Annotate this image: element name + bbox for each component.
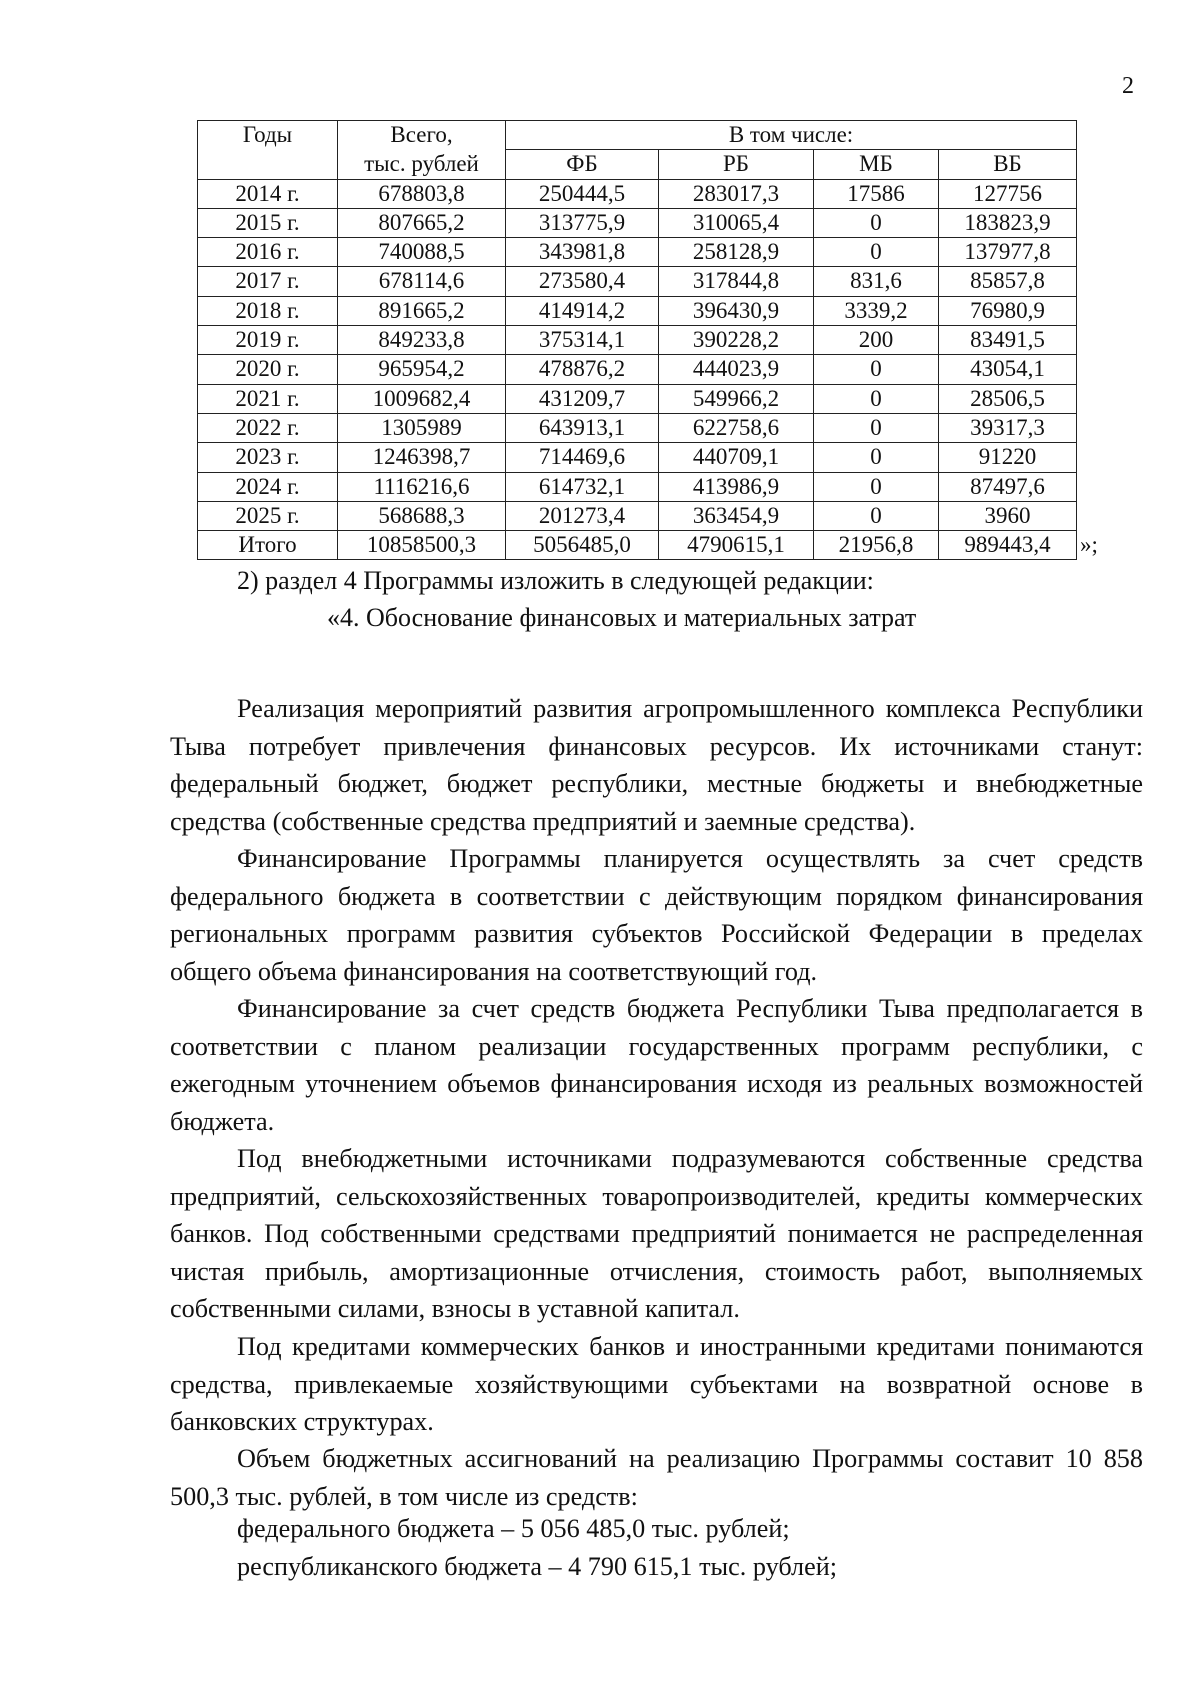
cell-fb: 714469,6 bbox=[506, 443, 659, 472]
table-row bbox=[198, 472, 1077, 501]
table-row bbox=[198, 384, 1077, 413]
table-row bbox=[198, 296, 1077, 325]
cell-total: 678114,6 bbox=[338, 267, 506, 296]
cell-year: 2014 г. bbox=[198, 179, 338, 208]
cell-rb: 258128,9 bbox=[659, 238, 814, 267]
section-heading: «4. Обоснование финансовых и материальных затрат bbox=[327, 603, 917, 632]
cell-total: 1246398,7 bbox=[338, 443, 506, 472]
cell-mb: 0 bbox=[814, 384, 939, 413]
cell-year: 2025 г. bbox=[198, 501, 338, 530]
cell-vb: 76980,9 bbox=[939, 296, 1077, 325]
cell-total: 1116216,6 bbox=[338, 472, 506, 501]
cell-vb: 39317,3 bbox=[939, 413, 1077, 442]
table-row bbox=[198, 413, 1077, 442]
cell-vb: 43054,1 bbox=[939, 355, 1077, 384]
cell-total: 849233,8 bbox=[338, 326, 506, 355]
header-mb: МБ bbox=[814, 150, 939, 179]
table-row bbox=[198, 179, 1077, 208]
cell-year: 2016 г. bbox=[198, 238, 338, 267]
cell-year: 2017 г. bbox=[198, 267, 338, 296]
header-vb: ВБ bbox=[939, 150, 1077, 179]
cell-fb: 643913,1 bbox=[506, 413, 659, 442]
table-body bbox=[198, 179, 1077, 560]
cell-vb: 183823,9 bbox=[939, 208, 1077, 237]
cell-year: 2020 г. bbox=[198, 355, 338, 384]
cell-vb: 87497,6 bbox=[939, 472, 1077, 501]
cell-mb: 0 bbox=[814, 472, 939, 501]
cell-total: 807665,2 bbox=[338, 208, 506, 237]
cell-fb: 478876,2 bbox=[506, 355, 659, 384]
cell-mb: 0 bbox=[814, 355, 939, 384]
paragraph-6: Объем бюджетных ассигнований на реализацию Программы составит 10 858 500,3 тыс. рублей, в том числе из средств: bbox=[170, 1444, 1143, 1511]
cell-vb: 3960 bbox=[939, 501, 1077, 530]
funding-line-republic: республиканского бюджета – 4 790 615,1 тыс. рублей; bbox=[237, 1552, 837, 1581]
header-including: В том числе: bbox=[506, 121, 1077, 150]
table-row bbox=[198, 326, 1077, 355]
page-number: 2 bbox=[1122, 73, 1134, 99]
cell-total: 891665,2 bbox=[338, 296, 506, 325]
cell-fb: 313775,9 bbox=[506, 208, 659, 237]
cell-fb: 614732,1 bbox=[506, 472, 659, 501]
table-row bbox=[198, 355, 1077, 384]
cell-rb: 390228,2 bbox=[659, 326, 814, 355]
cell-vb: 137977,8 bbox=[939, 238, 1077, 267]
cell-fb: 375314,1 bbox=[506, 326, 659, 355]
cell-rb: 283017,3 bbox=[659, 179, 814, 208]
cell-vb: 127756 bbox=[939, 179, 1077, 208]
header-fb: ФБ bbox=[506, 150, 659, 179]
cell-total: 965954,2 bbox=[338, 355, 506, 384]
amendment-line: 2) раздел 4 Программы изложить в следующей редакции: bbox=[237, 566, 874, 595]
cell-vb: 85857,8 bbox=[939, 267, 1077, 296]
table-row bbox=[198, 443, 1077, 472]
cell-mb: 0 bbox=[814, 208, 939, 237]
cell-fb: 343981,8 bbox=[506, 238, 659, 267]
table-row bbox=[198, 531, 1077, 560]
cell-mb: 0 bbox=[814, 501, 939, 530]
cell-year: 2021 г. bbox=[198, 384, 338, 413]
table-row bbox=[198, 267, 1077, 296]
paragraph-5: Под кредитами коммерческих банков и иностранными кредитами понимаются средства, привлекаемые хозяйствующими субъектами на возвратной основе в банковских структурах. bbox=[170, 1332, 1143, 1437]
cell-fb: 5056485,0 bbox=[506, 531, 659, 560]
cell-mb: 0 bbox=[814, 238, 939, 267]
cell-mb: 0 bbox=[814, 413, 939, 442]
cell-year: Итого bbox=[198, 531, 338, 560]
cell-total: 740088,5 bbox=[338, 238, 506, 267]
cell-mb: 831,6 bbox=[814, 267, 939, 296]
cell-rb: 622758,6 bbox=[659, 413, 814, 442]
cell-rb: 549966,2 bbox=[659, 384, 814, 413]
cell-fb: 273580,4 bbox=[506, 267, 659, 296]
header-rb: РБ bbox=[659, 150, 814, 179]
cell-rb: 440709,1 bbox=[659, 443, 814, 472]
paragraph-4: Под внебюджетными источниками подразумеваются собственные средства предприятий, сельскохозяйственных товаропроизводителей, кредиты коммерческих банков. Под собственными средствами предприятий понимается не распределенная чистая прибыль, амортизационные отчисления, стоимость работ, выполняемых собственными силами, взносы в уставной капитал. bbox=[170, 1144, 1143, 1324]
cell-rb: 310065,4 bbox=[659, 208, 814, 237]
cell-year: 2023 г. bbox=[198, 443, 338, 472]
cell-total: 678803,8 bbox=[338, 179, 506, 208]
cell-vb: 989443,4 bbox=[939, 531, 1077, 560]
header-total: Всего, bbox=[338, 121, 506, 150]
cell-fb: 250444,5 bbox=[506, 179, 659, 208]
cell-vb: 91220 bbox=[939, 443, 1077, 472]
cell-total: 1009682,4 bbox=[338, 384, 506, 413]
header-total-unit: тыс. рублей bbox=[338, 150, 506, 179]
cell-rb: 363454,9 bbox=[659, 501, 814, 530]
cell-total: 1305989 bbox=[338, 413, 506, 442]
table-row bbox=[198, 501, 1077, 530]
cell-rb: 413986,9 bbox=[659, 472, 814, 501]
cell-total: 568688,3 bbox=[338, 501, 506, 530]
cell-vb: 83491,5 bbox=[939, 326, 1077, 355]
cell-rb: 317844,8 bbox=[659, 267, 814, 296]
paragraph-1: Реализация мероприятий развития агропромышленного комплекса Республики Тыва потребует привлечения финансовых ресурсов. Их источниками станут: федеральный бюджет, бюджет республики, местные бюджеты и внебюджетные средства (собственные средства предприятий и заемные средства). bbox=[170, 694, 1143, 836]
cell-mb: 17586 bbox=[814, 179, 939, 208]
cell-mb: 21956,8 bbox=[814, 531, 939, 560]
cell-vb: 28506,5 bbox=[939, 384, 1077, 413]
table-row bbox=[198, 238, 1077, 267]
cell-year: 2018 г. bbox=[198, 296, 338, 325]
header-years: Годы bbox=[198, 121, 338, 180]
cell-year: 2022 г. bbox=[198, 413, 338, 442]
funding-line-federal: федерального бюджета – 5 056 485,0 тыс. рублей; bbox=[237, 1514, 790, 1543]
cell-fb: 201273,4 bbox=[506, 501, 659, 530]
cell-year: 2015 г. bbox=[198, 208, 338, 237]
paragraph-3: Финансирование за счет средств бюджета Республики Тыва предполагается в соответствии с планом реализации государственных программ республики, с ежегодным уточнением объемов финансирования исходя из реальных возможностей бюджета. bbox=[170, 994, 1143, 1136]
cell-fb: 431209,7 bbox=[506, 384, 659, 413]
cell-total: 10858500,3 bbox=[338, 531, 506, 560]
cell-rb: 4790615,1 bbox=[659, 531, 814, 560]
closing-quote: »; bbox=[1080, 532, 1098, 557]
cell-rb: 444023,9 bbox=[659, 355, 814, 384]
paragraph-2: Финансирование Программы планируется осуществлять за счет средств федерального бюджета в соответствии с действующим порядком финансирования региональных программ развития субъектов Российской Федерации в пределах общего объема финансирования на соответствующий год. bbox=[170, 844, 1143, 986]
cell-mb: 0 bbox=[814, 443, 939, 472]
table-row bbox=[198, 208, 1077, 237]
budget-table bbox=[197, 120, 1077, 560]
cell-year: 2019 г. bbox=[198, 326, 338, 355]
cell-rb: 396430,9 bbox=[659, 296, 814, 325]
cell-mb: 200 bbox=[814, 326, 939, 355]
cell-fb: 414914,2 bbox=[506, 296, 659, 325]
cell-year: 2024 г. bbox=[198, 472, 338, 501]
cell-mb: 3339,2 bbox=[814, 296, 939, 325]
